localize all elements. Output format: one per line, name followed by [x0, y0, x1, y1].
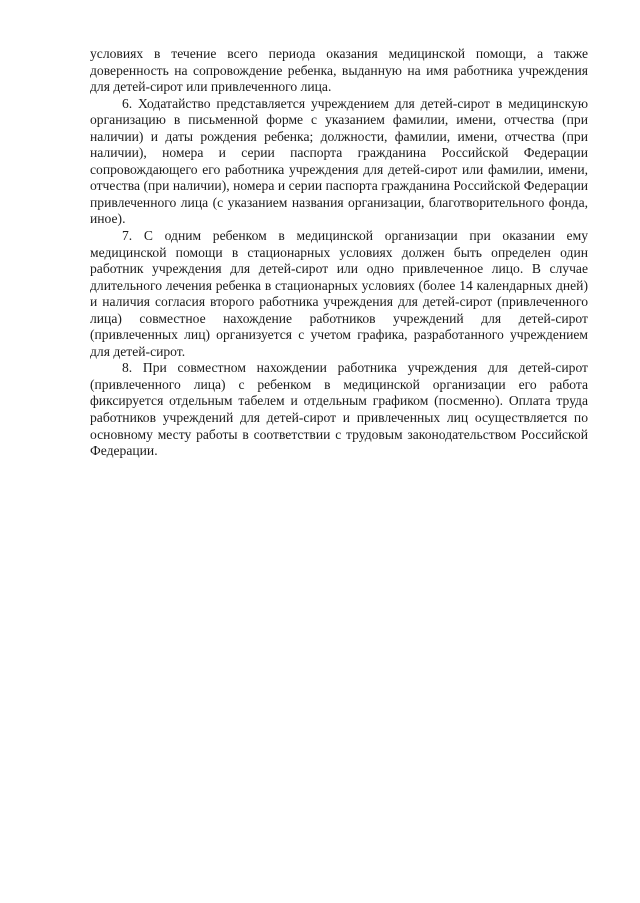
paragraph-8: 8. При совместном нахождении работника учреждения для детей-сирот (привлеченного лица) с ребенком в медицинской организации его работа фиксируется отдельным табелем и отдельным графиком (посменно). Оплата труда работников учреждений для детей-сирот и привлеченных лиц осуществляется по основному месту работы в соответствии с трудовым законодательством Российской Федерации.	[90, 360, 588, 459]
paragraph-6: 6. Ходатайство представляется учреждением для детей-сирот в медицинскую организацию в письменной форме с указанием фамилии, имени, отчества (при наличии) и даты рождения ребенка; должности, фамилии, имени, отчества (при наличии), номера и серии паспорта гражданина Российской Федерации сопровождающего его работника учреждения для детей-сирот или фамилии, имени, отчества (при наличии), номера и серии паспорта гражданина Российской Федерации привлеченного лица (с указанием названия организации, благотворительного фонда, иное).	[90, 95, 588, 227]
document-body	[90, 46, 588, 460]
paragraph-continuation: условиях в течение всего периода оказания медицинской помощи, а также доверенность на сопровождение ребенка, выданную на имя работника учреждения для детей-сирот или привлеченного лица.	[90, 46, 588, 95]
paragraph-7: 7. С одним ребенком в медицинской организации при оказании ему медицинской помощи в стационарных условиях должен быть определен один работник учреждения для детей-сирот или одно привлеченное лицо. В случае длительного лечения ребенка в стационарных условиях (более 14 календарных дней) и наличия согласия второго работника учреждения для детей-сирот (привлеченного лица) совместное нахождение работников учреждений для детей-сирот (привлеченных лиц) организуется с учетом графика, разработанного учреждением для детей-сирот.	[90, 228, 588, 359]
